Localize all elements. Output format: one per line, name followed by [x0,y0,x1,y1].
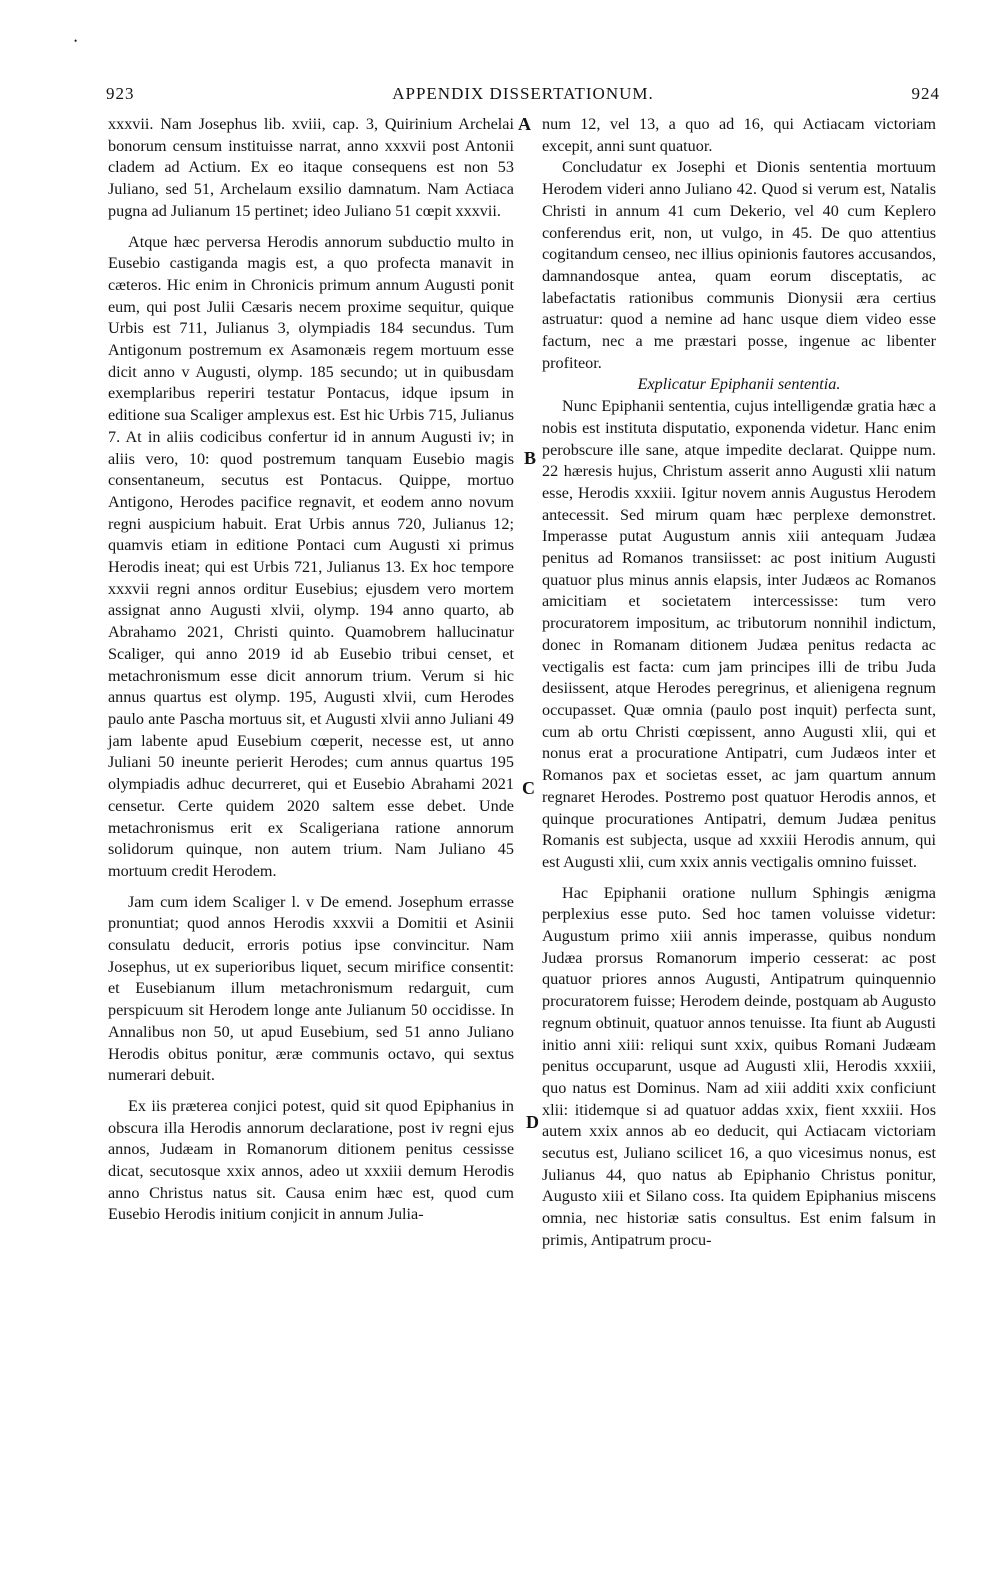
left-column [108,114,514,1226]
margin-marker-c: C [522,778,535,798]
header-title: APPENDIX DISSERTATIONUM. [392,84,654,103]
running-header [106,84,940,108]
right-column [542,114,936,1252]
section-heading: Explicatur Epiphanii sententia. [637,375,841,394]
stray-ink-mark: • [74,36,78,46]
right-paragraph-4: Hac Epiphanii oratione nullum Sphingis ænigma perplexius esse puto. Sed hoc tamen voluisse videtur: Augustum primo xiii annis imperasse, quibus nondum Judæa prorsus Romanorum imperio cesserat: ac post quatuor priores annos Augusti, Antipatrum quinquennio procuratorem fuisse; Herodem deinde, postquam ab Augusto regnum obtinuit, quatuor annos tenuisse. Ita fiunt ab Augusti initio anni xiii: reliqui sunt xxix, quibus Romani Judæam penitus occuparunt, usque ad Augusti xlii, Herodis xxxiii, quo natus est Dominus. Nam ad xiii additi xxix conficiunt xlii: itidemque si ad quatuor addas xxix, fient xxxiii. Hos autem xxix annos ab eo deducit, qui Actiacam victoriam secutus est, Juliano scilicet 16, a quo vicesimus nonus, est Julianus 44, quo natus ab Epiphanio Christus ponitur, Augusto xiii et Silano coss. Ita quidem Epiphanius miscens omnia, nec historiæ satis consultus. Est enim falsum in primis, Antipatrum procu- [542,883,936,1249]
page-number-right: 924 [911,84,940,103]
right-paragraph-3: Nunc Epiphanii sententia, cujus intelligendæ gratia hæc a nobis est instituta disputatio, exponenda videtur. Hanc enim perobscure ille sane, atque impedite declarat. Quippe num. 22 hæresis hujus, Christum asserit anno Augusti xlii natum esse, Herodis xxxiii. Igitur novem annis Augustus Herodem antecessit. Sed mirum quam hæc perplexe demonstret. Imperasse putat Augustum annis xiii antequam Judæa penitus ad Romanos transiisset: ac post initium Augusti quatuor plus minus annis elapsis, inter Judæos ac Romanos amicitiam et societatem intercessisse: tum vero procuratorem impositum, ac tributorum nonnihil indictum, donec in Romanam ditionem Judæa penitus redacta ac vectigalis est facta: cum jam principes illi de tribu Juda desiissent, atque Herodes peregrinus, et alienigena regnum occupasset. Quæ omnia (paulo post inquit) perfecta sunt, cum ab ortu Christi cœpissent, anno Augusti xlii, qui et nonus erat a procuratione Antipatri, cum Judæos inter et Romanos pax et societas esset, ac jam quartum annum regnaret Herodes. Postremo post quatuor Herodis annos, et quinque procurationes Antipatri, demum Judæa penitus Romanis est subjecta, usque ad xxxiii Herodis annum, qui est Augusti xlii, cum xxix annis vectigalis omnino fuisset. [542,397,936,871]
left-paragraph-1: xxxvii. Nam Josephus lib. xviii, cap. 3, Quirinium Archelai bonorum censum instituisse narrat, anno xxxvii post Antonii cladem ad Actium. Ex eo itaque consequens est non 53 Juliano, sed 51, Archelaum exsilio damnatum. Nam Actiaca pugna ad Julianum 15 pertinet; ideo Juliano 51 cœpit xxxvii. [108,115,514,220]
right-paragraph-2: Concludatur ex Josephi et Dionis sententia mortuum Herodem videri anno Juliano 42. Quod si verum est, Natalis Christi in annum 41 cum Dekerio, vel 40 cum Keplero conferendus erit, non, ut vulgo, in 45. De quo attentius cogitandum censeo, nec illius opinionis fautores accusandos, damnandosque antea, quam eorum disceptatis, ac labefactatis rationibus communis Dionysii æra certius astruatur: quod a nemine ad hanc usque diem video esse factum, nec a me præstari posse, ingenue ac libenter profiteor. [542,158,936,372]
left-paragraph-4: Ex iis præterea conjici potest, quid sit quod Epiphanius in obscura illa Herodis annorum declaratione, post iv regni ejus annos, Judæam in Romanorum ditionem penitus cessisse dicat, secutosque xxix annos, adeo ut xxxiii demum Herodis anno Christus natus sit. Causa enim hæc est, quod cum Eusebio Herodis initium conjicit in annum Julia- [108,1096,514,1224]
left-paragraph-2: Atque hæc perversa Herodis annorum subductio multo in Eusebio castiganda magis est, a quo profecta manavit in cæteros. Hic enim in Chronicis primum annum Augusti ponit eum, qui post Julii Cæsaris necem proxime sequitur, quique Urbis est 711, Julianus 3, olympiadis 184 secundus. Tum Antigonum postremum ex Asamonæis regem mortuum esse dicit anno v Augusti, olymp. 185 secundo; ut in quibusdam exemplaribus reperiri testatur Pontacus, idque ipsum in editione sua Scaliger amplexus est. Est hic Urbis 715, Julianus 7. At in aliis codicibus confertur id in annum Augusti iv; in aliis vero, 10: quod postremum tanquam Eusebio magis consentaneum, secutus est Pontacus. Quippe, mortuo Antigono, Herodes pacifice regnavit, et eodem anno novum regni auspicium habuit. Erat Urbis annus 720, Julianus 12; quamvis etiam in editione Pontaci cum Augusti xi primus Herodis ineat; qui est Urbis 721, Julianus 13. Ex hoc tempore xxxvii regni annos orditur Eusebius; ejusdem vero mortem assignat anno Augusti xlvii, olymp. 194 anno quarto, ab Abrahamo 2021, Christi quinto. Quamobrem hallucinatur Scaliger, qui anno 2019 id ab Eusebio tribui censet, et metachronismum esse dicit annorum trium. Verum si hic annus quartus est olymp. 195, Augusti xlvii, cum Herodes paulo ante Pascha mortuus sit, et Augusti xlvii anno Juliani 49 jam labente apud Eusebium cœperit, necesse est, ut anno Juliani 50 ineunte perierit Herodes; cum annus quartus 195 olympiadis adhuc decurreret, qui et Eusebio Abrahami 2021 censetur. Certe quidem 2020 saltem esse debet. Unde metachronismus erit ex Scaligeriana ratione annorum solidorum quinque, non autem trium. Nam Juliano 45 mortuum credit Herodem. [108,232,514,880]
page-number-left: 923 [106,84,135,103]
margin-marker-d: D [526,1112,539,1132]
right-paragraph-1: num 12, vel 13, a quo ad 16, qui Actiacam victoriam excepit, anni sunt quatuor. [542,115,936,155]
margin-marker-b: B [524,448,537,468]
left-paragraph-3: Jam cum idem Scaliger l. v De emend. Josephum errasse pronuntiat; quod annos Herodis xxxvii a Domitii et Asinii consulatu deducit, erroris potius ipse convincitur. Nam Josephus, ut ex superioribus liquet, secum mirifice consentit: et Eusebianum illum metachronismum redarguit, cum perspicuum sit Herodem longe ante Julianum 50 occidisse. In Annalibus non 50, ut apud Eusebium, sed 51 anno Juliano Herodis obitus ponitur, æræ communis octavo, qui sextus numerari debuit. [108,892,514,1085]
margin-marker-a: A [518,114,531,134]
